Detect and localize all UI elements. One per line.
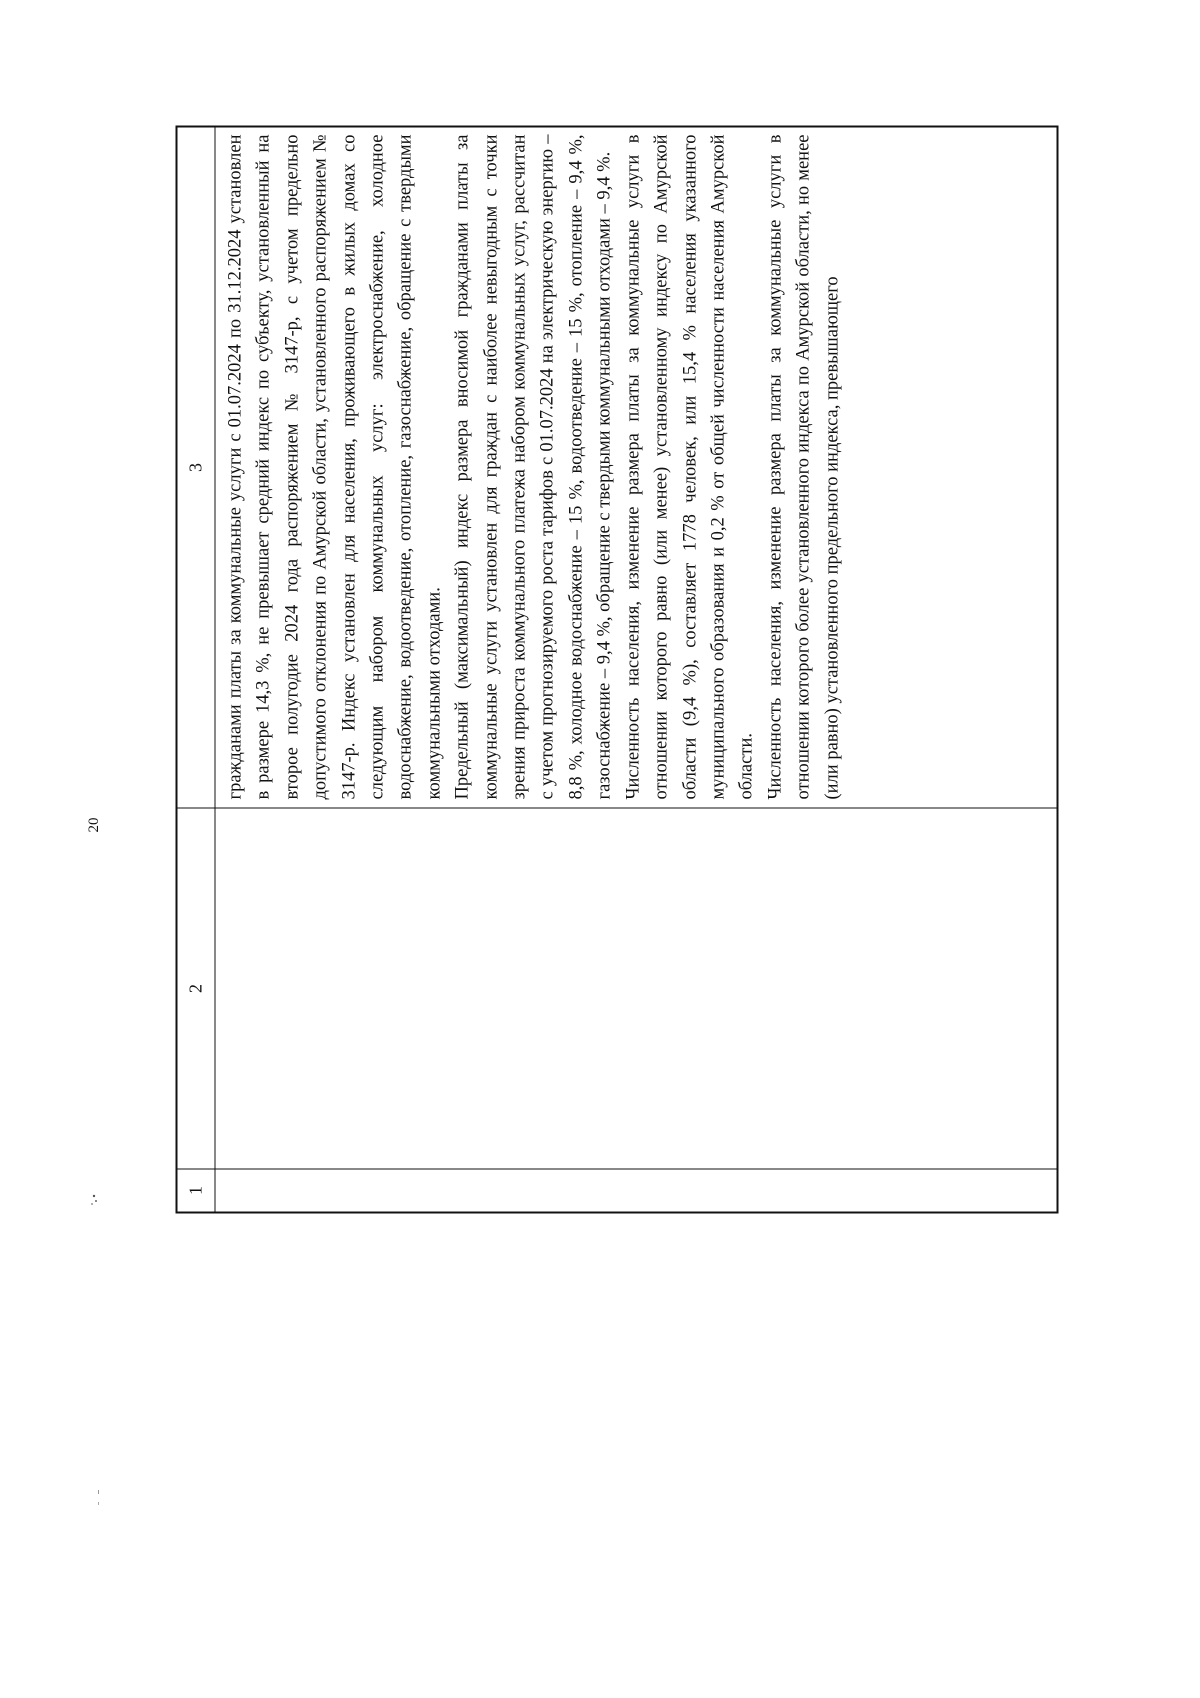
table-cell-col1 bbox=[216, 1168, 1057, 1211]
paragraph-population-above-index: Численность населения, изменение размера платы за коммунальные услуги в отношении которого более установленного индекса по Амурской области, но менее (или равно) установленного предельного индекса, превышающего bbox=[765, 134, 843, 799]
paragraph-max-index: Предельный (максимальный) индекс размера вносимой гражданами платы за коммунальные услуги установлен для граждан с наиболее невыгодным с точки зрения прироста коммунального платежа набором коммунальных услуг, рассчитан с учетом прогнозируемого роста тарифов с 01.07.2024 на электрическую энергию – 8,8 %, холодное водоснабжение – 15 %, водоотведение – 15 %, отопление – 9,4 %, газоснабжение – 9,4 %, обращение с твердыми коммунальными отходами – 9,4 %. bbox=[452, 134, 615, 799]
paragraph-population-within-index: Численность населения, изменение размера платы за коммунальные услуги в отношении которого равно (или менее) установленному индексу по Амурской области (9,4 %), составляет 1778 человек, или 15,4 % населения указанного муниципального образования и 0,2 % от общей численности населения Амурской области. bbox=[623, 134, 757, 799]
table-container bbox=[176, 125, 1059, 1213]
paragraph-index: гражданами платы за коммунальные услуги с 01.07.2024 по 31.12.2024 установлен в размере 14,3 %, не превышает средний индекс по субъекту, установленный на второе полугодие 2024 года распоряжением № 3147-р, с учетом предельно допустимого отклонения по Амурской области, установленного распоряжением № 3147-р. Индекс установлен для населения, проживающего в жилых домах со следующим набором коммунальных услуг: электроснабжение, холодное водоснабжение, водоотведение, отопление, газоснабжение, обращение с твердыми коммунальными отходами. bbox=[225, 134, 445, 799]
table-cell-col2 bbox=[216, 807, 1057, 1168]
column-header-3: 3 bbox=[178, 127, 216, 807]
table-cell-col3 bbox=[216, 127, 1057, 807]
column-header-2: 2 bbox=[178, 807, 216, 1168]
column-header-1: 1 bbox=[178, 1168, 216, 1211]
page-number: 20 bbox=[86, 817, 102, 833]
data-table bbox=[176, 125, 1059, 1213]
